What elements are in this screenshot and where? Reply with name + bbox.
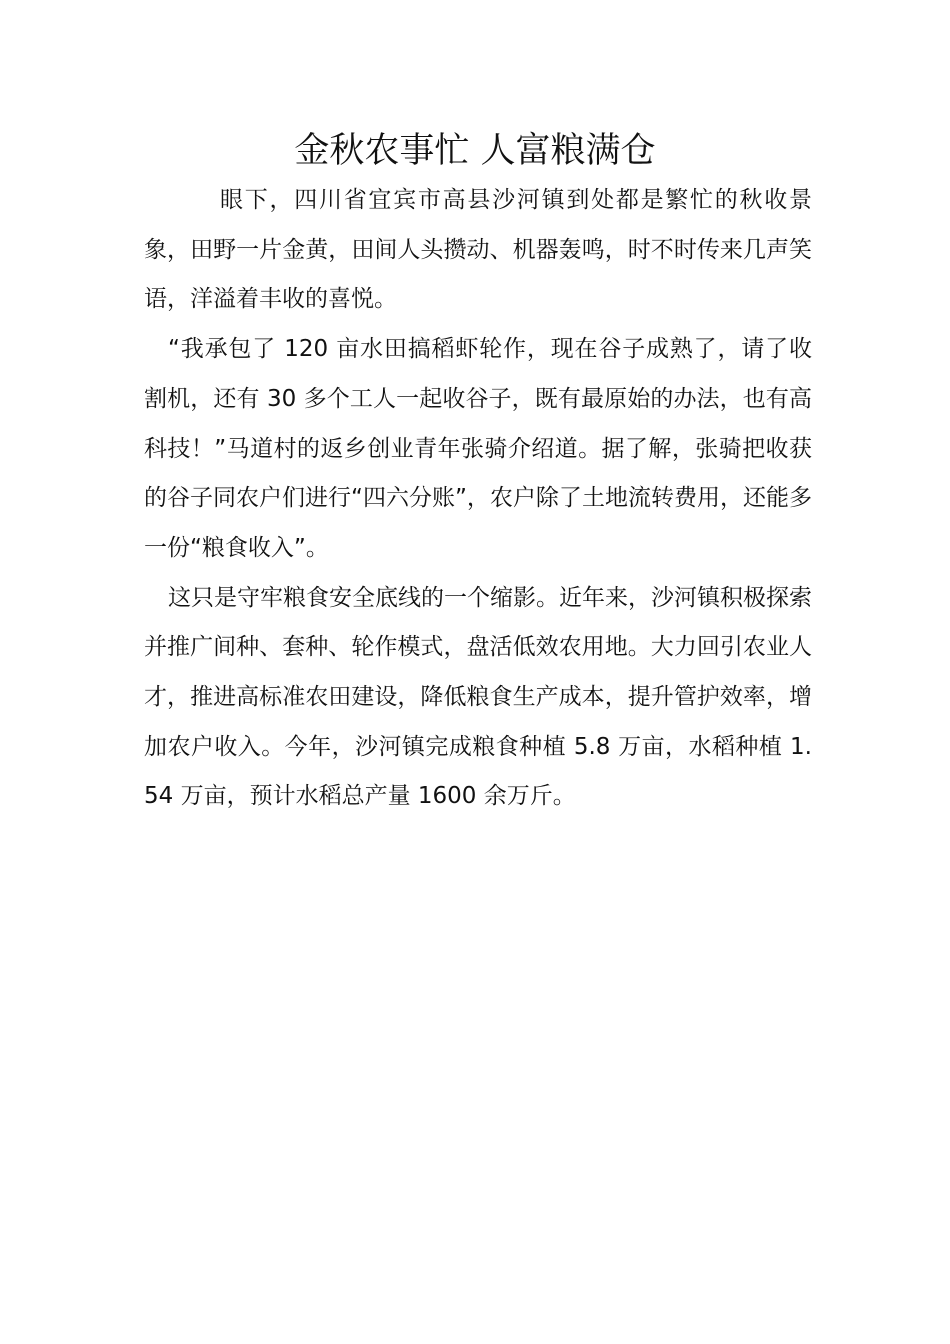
document-body — [144, 176, 812, 822]
paragraph-3: 这只是守牢粮食安全底线的一个缩影。近年来，沙河镇积极探索并推广间种、套种、轮作模式，盘活低效农用地。大力回引农业人才，推进高标准农田建设，降低粮食生产成本，提升管护效率，增加农户收入。今年，沙河镇完成粮食种植 5.8 万亩，水稻种植 1.54 万亩，预计水稻总产量 1600 余万斤。 — [144, 584, 812, 810]
document-title: 金秋农事忙 人富粮满仓 — [294, 131, 656, 171]
paragraph-1: 眼下，四川省宜宾市高县沙河镇到处都是繁忙的秋收景象，田野一片金黄，田间人头攒动、机器轰鸣，时不时传来几声笑语，洋溢着丰收的喜悦。 — [144, 187, 812, 313]
paragraph-2: “我承包了 120 亩水田搞稻虾轮作，现在谷子成熟了，请了收割机，还有 30 多个工人一起收谷子，既有最原始的办法，也有高科技！”马道村的返乡创业青年张骑介绍道。据了解，张骑把收获的谷子同农户们进行“四六分账”，农户除了土地流转费用，还能多一份“粮食收入”。 — [144, 336, 812, 561]
